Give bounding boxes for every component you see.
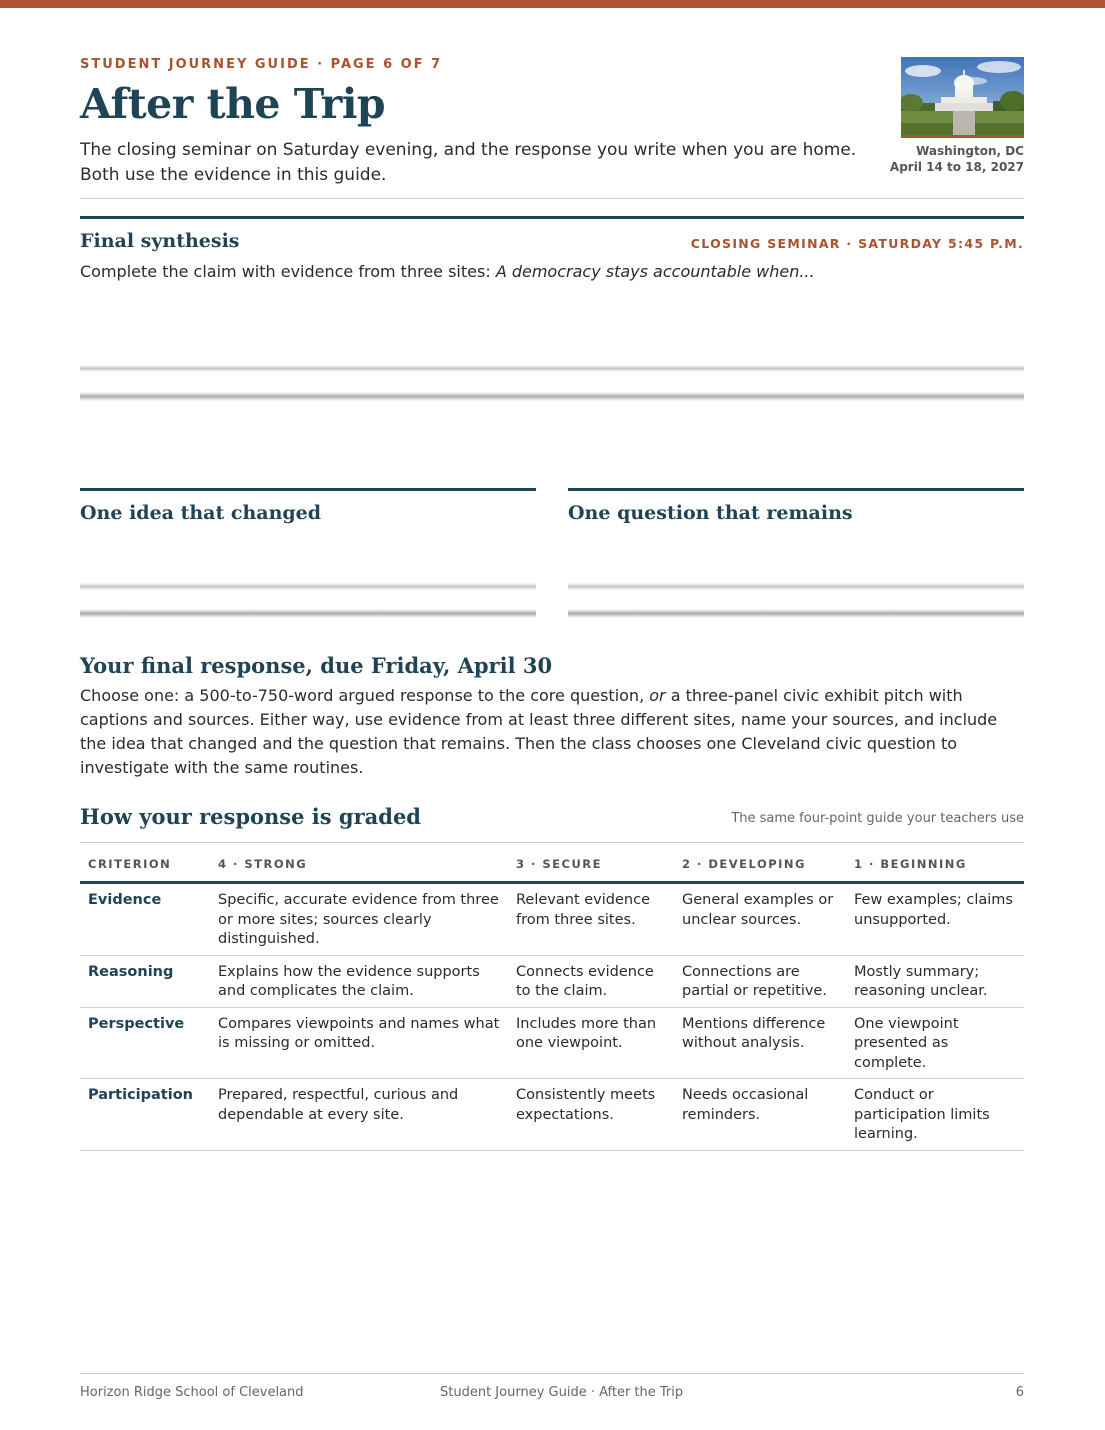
developing-cell: Connections are partial or repetitive. <box>674 955 846 1007</box>
developing-cell: Mentions difference without analysis. <box>674 1007 846 1079</box>
header-divider <box>80 198 1024 199</box>
page-title: After the Trip <box>80 80 386 128</box>
beginning-cell: One viewpoint presented as complete. <box>846 1007 1024 1079</box>
footer-guide-title: Student Journey Guide · After the Trip <box>440 1385 684 1400</box>
column-header: 3 · SECURE <box>508 843 674 883</box>
capitol-photo <box>901 57 1024 138</box>
column-header: 2 · DEVELOPING <box>674 843 846 883</box>
developing-cell: Needs occasional reminders. <box>674 1079 846 1151</box>
synthesis-session-tag: CLOSING SEMINAR · SATURDAY 5:45 P.M. <box>690 236 1024 251</box>
top-accent-bar <box>0 0 1105 8</box>
criterion-cell: Participation <box>80 1079 210 1151</box>
synthesis-writing-line[interactable] <box>80 365 1024 372</box>
strong-cell: Explains how the evidence supports and complicates the claim. <box>210 955 508 1007</box>
secure-cell: Relevant evidence from three sites. <box>508 883 674 956</box>
criterion-cell: Reasoning <box>80 955 210 1007</box>
synthesis-prompt <box>80 260 1024 284</box>
column-header: CRITERION <box>80 843 210 883</box>
beginning-cell: Mostly summary; reasoning unclear. <box>846 955 1024 1007</box>
question-writing-line[interactable] <box>568 609 1024 618</box>
table-row <box>80 955 1024 1007</box>
final-response-or: or <box>649 686 666 705</box>
synthesis-claim: A democracy stays accountable when... <box>495 262 815 281</box>
secure-cell: Consistently meets expectations. <box>508 1079 674 1151</box>
idea-changed-heading: One idea that changed <box>80 502 322 524</box>
synthesis-writing-line[interactable] <box>80 392 1024 401</box>
strong-cell: Specific, accurate evidence from three or more sites; sources clearly distinguished. <box>210 883 508 956</box>
secure-cell: Includes more than one viewpoint. <box>508 1007 674 1079</box>
beginning-cell: Conduct or participation limits learning. <box>846 1079 1024 1151</box>
table-row <box>80 1079 1024 1151</box>
table-row <box>80 1007 1024 1079</box>
synthesis-top-rule <box>80 216 1024 219</box>
page-subtitle: The closing seminar on Saturday evening, and the response you write when you are home. Both use the evidence in this guide. <box>80 140 857 185</box>
trip-dates: April 14 to 18, 2027 <box>889 160 1024 174</box>
question-writing-line[interactable] <box>568 583 1024 590</box>
table-row <box>80 883 1024 956</box>
criterion-cell: Perspective <box>80 1007 210 1079</box>
synthesis-heading: Final synthesis <box>80 230 240 252</box>
idea-writing-line[interactable] <box>80 609 536 618</box>
criterion-cell: Evidence <box>80 883 210 956</box>
page-eyebrow: STUDENT JOURNEY GUIDE · PAGE 6 OF 7 <box>80 57 443 72</box>
column-header: 4 · STRONG <box>210 843 508 883</box>
footer-divider <box>80 1373 1024 1374</box>
rubric-header-row <box>80 843 1024 883</box>
question-remains-heading: One question that remains <box>568 502 853 524</box>
trip-location: Washington, DC <box>916 144 1024 158</box>
secure-cell: Connects evidence to the claim. <box>508 955 674 1007</box>
final-response-text-b: a three-panel civic exhibit pitch with captions and sources. Either way, use evidence from at least three different sites, name your sources, and include the idea that changed and the question that remains. Then the class chooses one Cleveland civic question to investigate with the same routines. <box>80 686 998 777</box>
grading-heading: How your response is graded <box>80 804 421 829</box>
synthesis-prompt-lead: Complete the claim with evidence from three sites: <box>80 262 496 281</box>
developing-cell: General examples or unclear sources. <box>674 883 846 956</box>
final-response-text <box>80 684 1026 780</box>
final-response-text-a: Choose one: a 500-to-750-word argued response to the core question, <box>80 686 650 705</box>
grading-rubric-table <box>80 843 1024 1151</box>
idea-writing-line[interactable] <box>80 583 536 590</box>
footer-page-number: 6 <box>1015 1385 1024 1400</box>
strong-cell: Prepared, respectful, curious and dependable at every site. <box>210 1079 508 1151</box>
final-response-heading: Your final response, due Friday, April 30 <box>80 653 553 678</box>
strong-cell: Compares viewpoints and names what is missing or omitted. <box>210 1007 508 1079</box>
idea-top-rule <box>80 488 536 491</box>
beginning-cell: Few examples; claims unsupported. <box>846 883 1024 956</box>
footer-school: Horizon Ridge School of Cleveland <box>80 1385 304 1400</box>
column-header: 1 · BEGINNING <box>846 843 1024 883</box>
question-top-rule <box>568 488 1024 491</box>
grading-note: The same four-point guide your teachers use <box>731 811 1024 826</box>
